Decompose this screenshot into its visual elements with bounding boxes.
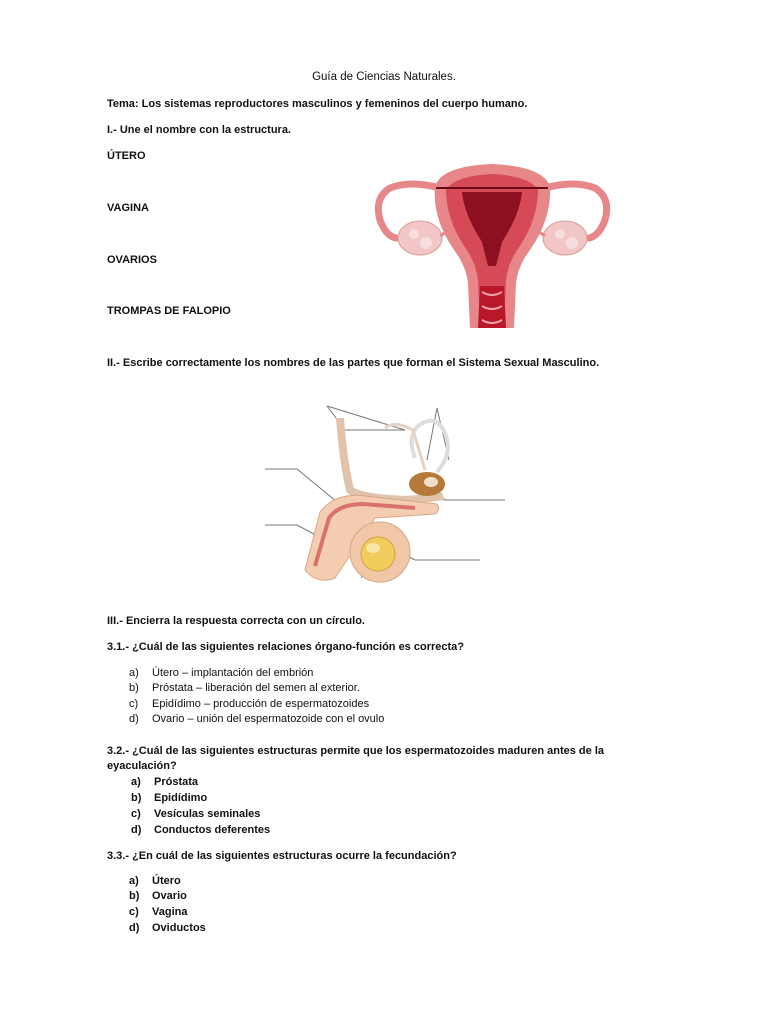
question-3-2-line2: eyaculación? <box>107 760 177 772</box>
option-letter: b) <box>131 792 142 804</box>
question-3-1: 3.1.- ¿Cuál de las siguientes relaciones órgano-función es correcta? <box>107 641 464 653</box>
option-text: Próstata <box>154 776 199 788</box>
label-utero: ÚTERO <box>107 150 146 162</box>
option-text: Oviductos <box>152 922 206 934</box>
option-text: Vesículas seminales <box>154 808 261 820</box>
option-text: Ovario <box>152 890 187 902</box>
option-letter: c) <box>131 808 141 820</box>
option-text: Ovario – unión del espermatozoide con el ovulo <box>152 713 385 725</box>
male-reproductive-illustration <box>265 400 510 590</box>
section-2-heading: II.- Escribe correctamente los nombres de las partes que forman el Sistema Sexual Masculino. <box>107 357 600 369</box>
tema-line: Tema: Los sistemas reproductores masculinos y femeninos del cuerpo humano. <box>107 98 528 110</box>
option-text: Epidídimo – producción de espermatozoides <box>152 698 370 710</box>
option-text: Útero – implantación del embrión <box>152 667 314 679</box>
option-text: Conductos deferentes <box>154 824 271 836</box>
option-letter: b) <box>129 682 139 694</box>
label-ovarios: OVARIOS <box>107 254 157 266</box>
option-letter: d) <box>131 824 142 836</box>
section-1-heading: I.- Une el nombre con la estructura. <box>107 124 291 136</box>
option-letter: a) <box>129 667 139 679</box>
option-text: Vagina <box>152 906 188 918</box>
female-reproductive-illustration <box>370 158 615 330</box>
label-trompas: TROMPAS DE FALOPIO <box>107 305 231 317</box>
label-vagina: VAGINA <box>107 202 149 214</box>
option-letter: a) <box>129 875 139 887</box>
option-letter: a) <box>131 776 141 788</box>
option-letter: d) <box>129 713 139 725</box>
option-letter: b) <box>129 890 140 902</box>
option-letter: d) <box>129 922 140 934</box>
option-text: Útero <box>152 875 181 887</box>
option-letter: c) <box>129 698 139 710</box>
doc-title: Guía de Ciencias Naturales. <box>312 71 456 83</box>
option-text: Epidídimo <box>154 792 208 804</box>
option-text: Próstata – liberación del semen al exterior. <box>152 682 360 694</box>
option-letter: c) <box>129 906 139 918</box>
question-3-2-line1: 3.2.- ¿Cuál de las siguientes estructuras permite que los espermatozoides maduren antes de la <box>107 745 604 757</box>
section-3-heading: III.- Encierra la respuesta correcta con un círculo. <box>107 615 365 627</box>
question-3-3: 3.3.- ¿En cuál de las siguientes estructuras ocurre la fecundación? <box>107 850 457 862</box>
